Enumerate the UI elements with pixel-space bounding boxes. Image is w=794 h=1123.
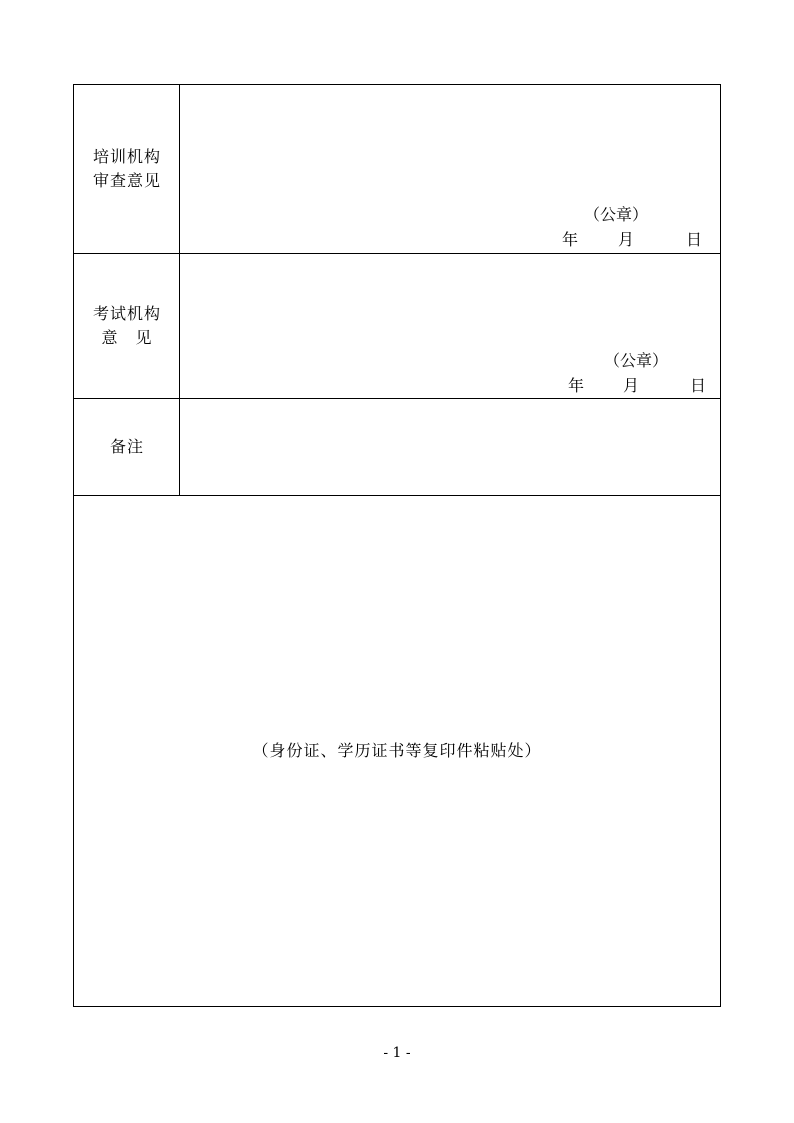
remarks-field[interactable]: [180, 399, 720, 495]
training-review-label-line2: 审查意见: [92, 171, 161, 190]
remarks-label-cell: [74, 399, 180, 495]
exam-opinion-day-label: 日: [690, 376, 707, 395]
training-review-year-label: 年: [562, 230, 579, 249]
page-number: - 1 -: [383, 1045, 411, 1061]
training-review-label-cell: [74, 85, 180, 253]
training-review-opinion-field[interactable]: [180, 85, 720, 253]
exam-opinion-seal-label: （公章）: [604, 351, 669, 370]
training-review-label-line1: 培训机构: [92, 147, 161, 166]
training-review-seal-label: （公章）: [584, 205, 649, 224]
exam-opinion-month-label: 月: [623, 376, 640, 395]
training-review-day-label: 日: [686, 230, 703, 249]
remarks-row: [74, 399, 720, 496]
training-review-row: [74, 85, 720, 254]
training-review-month-label: 月: [618, 230, 635, 249]
exam-opinion-year-label: 年: [568, 376, 585, 395]
attachment-paste-area: [74, 496, 720, 1006]
application-form-table: [73, 84, 721, 1007]
exam-opinion-label-cell: [74, 254, 180, 398]
exam-opinion-label-line2: 意 见: [101, 328, 153, 347]
exam-opinion-row: [74, 254, 720, 399]
exam-opinion-field[interactable]: [180, 254, 720, 398]
remarks-label: 备注: [109, 437, 144, 456]
attachment-paste-note: （身份证、学历证书等复印件粘贴处）: [252, 741, 542, 760]
exam-opinion-label-line1: 考试机构: [92, 304, 161, 323]
